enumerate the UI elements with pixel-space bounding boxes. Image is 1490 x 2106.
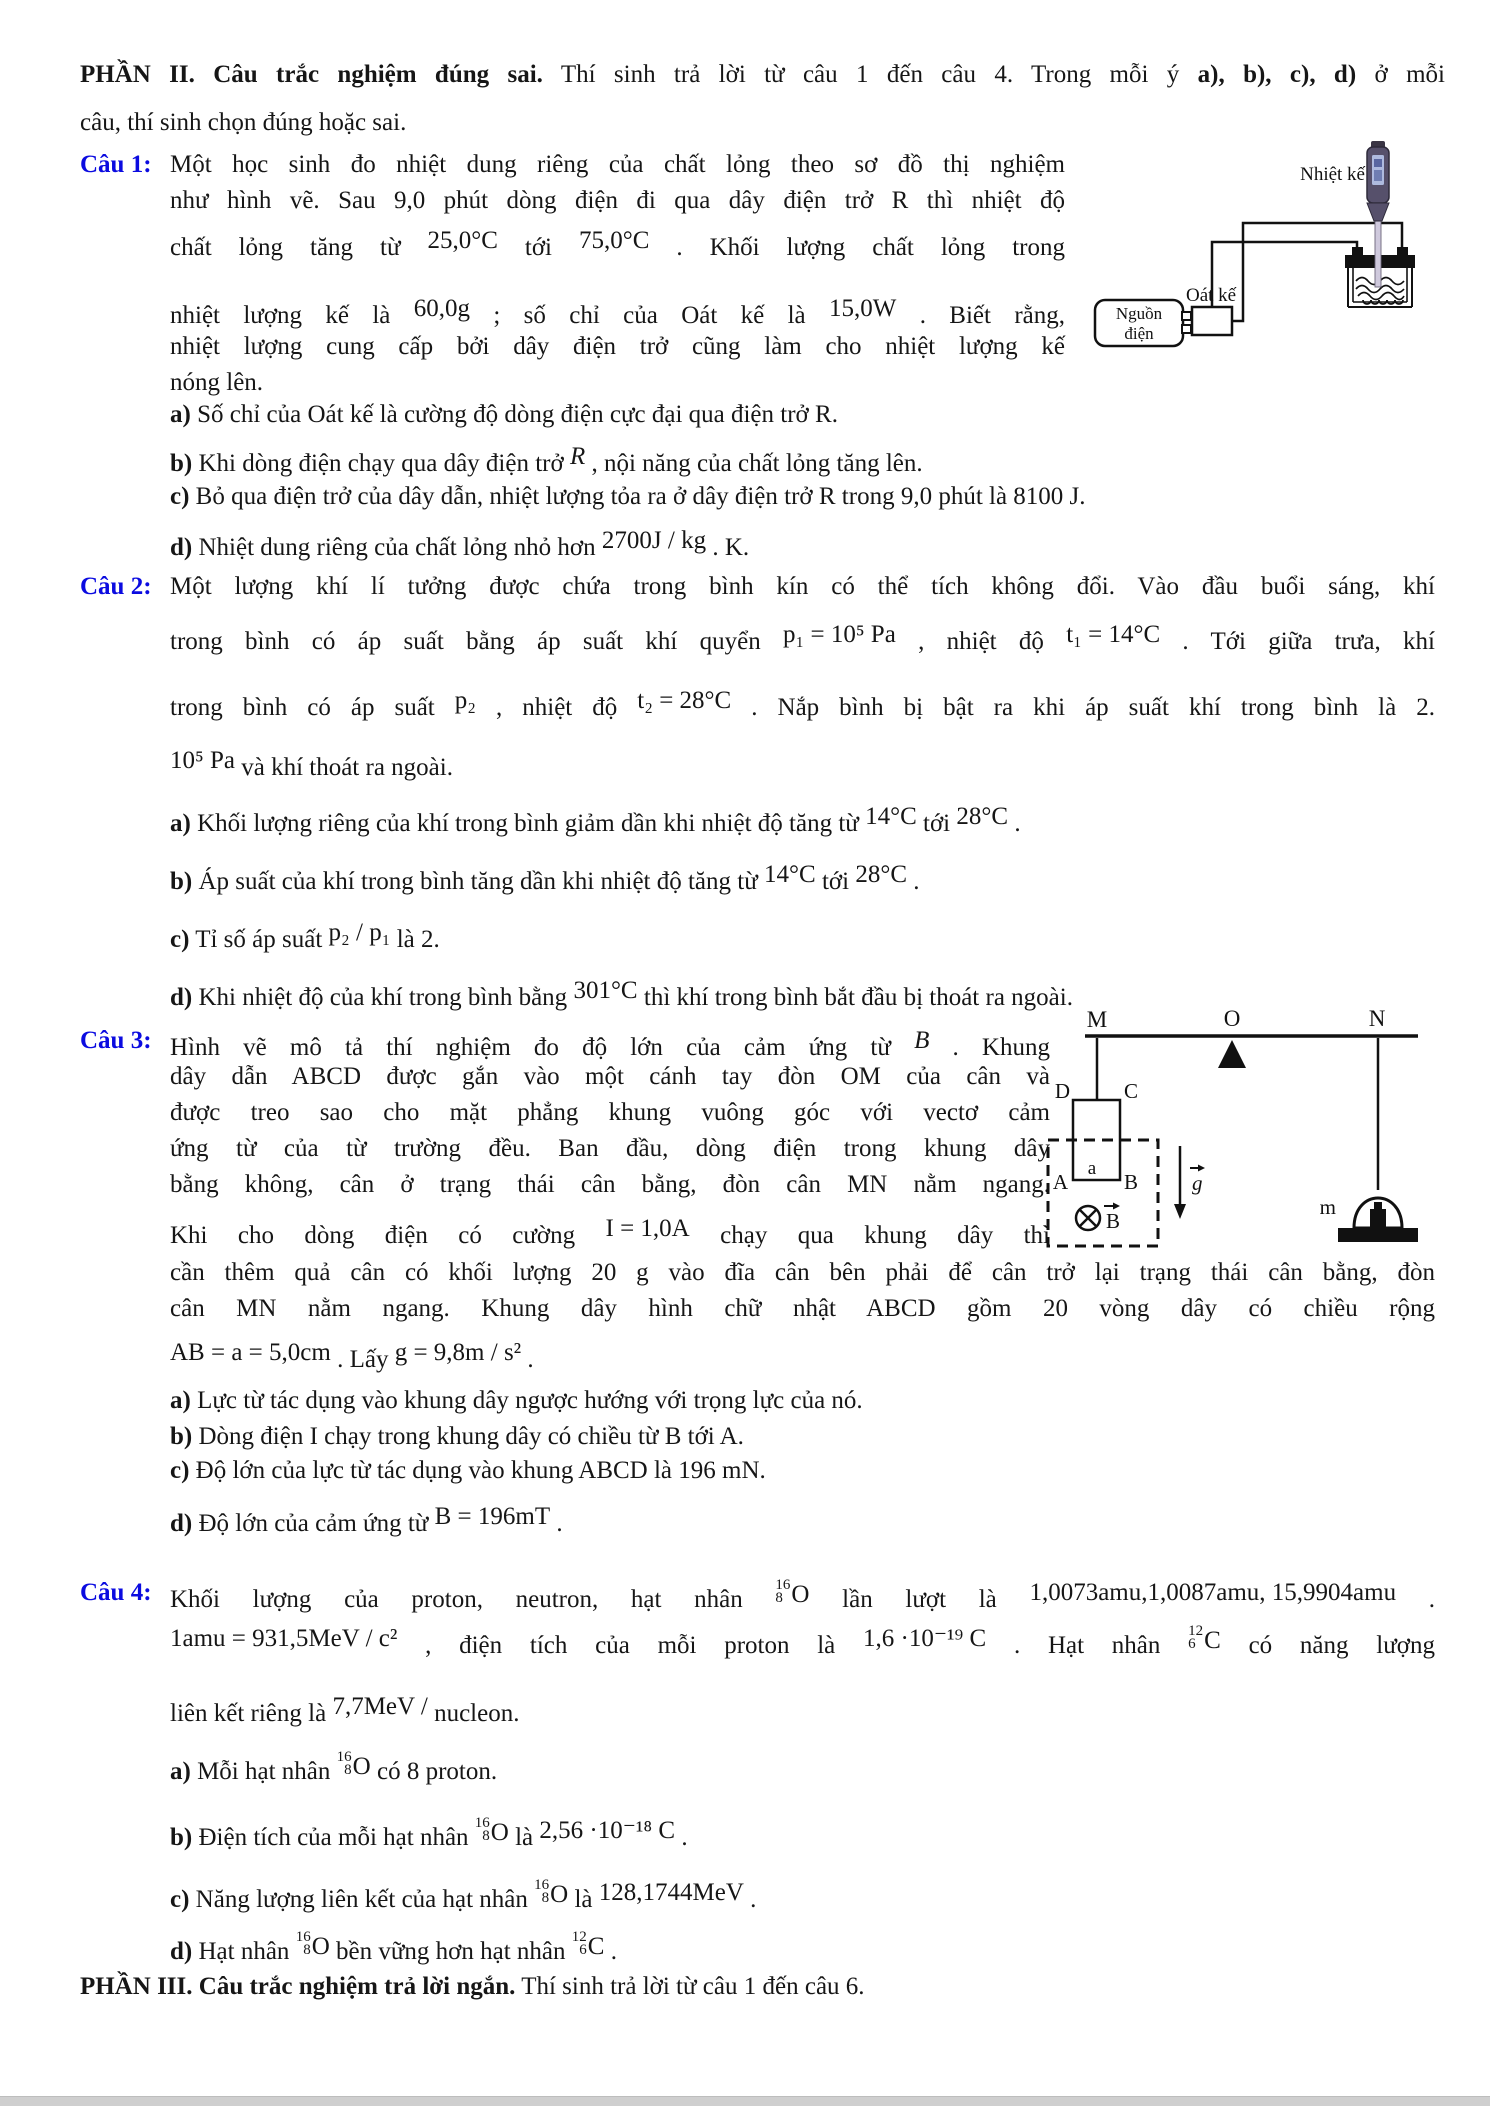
formula: 2,56 ·10⁻¹⁸ C bbox=[539, 1817, 676, 1844]
text-segment: nhiệt lượng kế là bbox=[170, 302, 414, 329]
q4-line-1 bbox=[170, 1576, 1435, 1617]
bold-segment: a) bbox=[170, 1758, 191, 1785]
formula: 128,1744MeV bbox=[598, 1879, 744, 1906]
q1-line-2 bbox=[170, 184, 1065, 218]
text-segment: Hình vẽ mô tả thí nghiệm đo độ lớn của cảm ứng từ bbox=[170, 1034, 915, 1061]
page-bottom-edge bbox=[0, 2096, 1490, 2106]
q4-item-d bbox=[170, 1930, 617, 1969]
text-segment: thì khí trong bình bắt đầu bị thoát ra ngoài. bbox=[637, 984, 1073, 1011]
text-segment: Năng lượng liên kết của hạt nhân bbox=[189, 1886, 535, 1913]
formula: B = 196mT bbox=[434, 1503, 551, 1530]
text-segment: tới bbox=[497, 234, 579, 261]
figure-calorimetry bbox=[1075, 95, 1490, 355]
bold-segment: a) bbox=[170, 401, 191, 428]
frame-label-a: A bbox=[1052, 1170, 1068, 1194]
nuclide-scripts bbox=[775, 1579, 790, 1605]
q4-line-3 bbox=[170, 1690, 519, 1731]
text-segment: là bbox=[508, 1824, 540, 1851]
q2-item-b bbox=[170, 858, 920, 899]
nuclide-mass-number: 16 bbox=[534, 1877, 550, 1893]
text-segment: . Khung bbox=[929, 1034, 1050, 1061]
nuclide-O16 bbox=[337, 1750, 371, 1784]
q2-item-a bbox=[170, 800, 1021, 841]
part3-header bbox=[80, 1970, 865, 2004]
text-segment: như hình vẽ. Sau 9,0 phút dòng điện đi qua dây điện trở R thì nhiệt độ bbox=[170, 187, 1065, 214]
nuclide-symbol: O bbox=[352, 1753, 371, 1780]
frame-label-d: D bbox=[1054, 1079, 1070, 1103]
thermometer-probe bbox=[1375, 221, 1381, 287]
text-segment: , nội năng của chất lỏng tăng lên. bbox=[585, 450, 923, 477]
q4-item-b bbox=[170, 1814, 688, 1855]
bold-segment: a) bbox=[170, 810, 191, 837]
nuclide-mass-number: 16 bbox=[295, 1929, 311, 1945]
liquid-wave-3 bbox=[1358, 293, 1404, 300]
text-segment: , nhiệt độ bbox=[475, 694, 638, 721]
text-segment: liên kết riêng là bbox=[170, 1700, 333, 1727]
nuclide-symbol: O bbox=[490, 1819, 509, 1846]
formula: 15,0W bbox=[828, 295, 897, 322]
text-segment: . bbox=[1396, 1586, 1436, 1613]
text-segment: tới bbox=[815, 868, 856, 895]
nuclide-O16 bbox=[775, 1578, 809, 1612]
q4-line-2 bbox=[170, 1622, 1435, 1663]
text-segment: Nhiệt dung riêng của chất lỏng nhỏ hơn bbox=[192, 534, 602, 561]
nuclide-O16 bbox=[296, 1930, 330, 1964]
question-1-label: Câu 1: bbox=[80, 151, 152, 178]
nuclide-C12 bbox=[1188, 1624, 1221, 1658]
bold-segment: b) bbox=[170, 1824, 193, 1851]
text-segment: Khi cho dòng điện có cường bbox=[170, 1222, 606, 1249]
nuclide-scripts bbox=[337, 1751, 352, 1777]
q3-item-c bbox=[170, 1454, 766, 1488]
part3-header-bold: PHẦN III. Câu trắc nghiệm trả lời ngắn. bbox=[80, 1973, 516, 2000]
source-terminal-bottom bbox=[1182, 325, 1191, 333]
part2-header-abcd: a), b), c), d) bbox=[1197, 61, 1357, 88]
text-segment: Số chỉ của Oát kế là cường độ dòng điện cực đại qua điện trở R. bbox=[190, 401, 838, 428]
text-segment: Khi dòng điện chạy qua dây điện trở bbox=[192, 450, 570, 477]
text-segment: . bbox=[550, 1510, 563, 1537]
text-segment: chạy qua khung dây thì bbox=[689, 1222, 1050, 1249]
q2-line-4 bbox=[170, 744, 453, 785]
text-segment: Độ lớn của lực từ tác dụng vào khung ABCD là 196 mN. bbox=[189, 1457, 766, 1484]
part2-header-line1 bbox=[80, 58, 1445, 92]
q2-item-d bbox=[170, 974, 1073, 1015]
bold-segment: b) bbox=[170, 1423, 193, 1450]
formula: p₁ = 10⁵ Pa bbox=[783, 621, 896, 648]
formula: 10⁵ Pa bbox=[170, 747, 235, 774]
nuclide-C12 bbox=[572, 1930, 605, 1964]
formula: g = 9,8m / s² bbox=[394, 1339, 522, 1366]
text-segment: là 2. bbox=[390, 926, 440, 953]
beam-label-o: O bbox=[1223, 1006, 1241, 1031]
q4-item-a bbox=[170, 1750, 497, 1789]
text-segment: . Khối lượng chất lỏng trong bbox=[649, 234, 1066, 261]
formula: t₂ = 28°C bbox=[637, 687, 732, 714]
text-segment: được treo sao cho mặt phẳng khung vuông góc với vectơ cảm bbox=[170, 1099, 1050, 1126]
q3-line-4 bbox=[170, 1132, 1050, 1166]
q3-line-7 bbox=[170, 1256, 1435, 1290]
gravity-arrow-head bbox=[1174, 1204, 1186, 1219]
q3-line-1 bbox=[170, 1024, 1050, 1065]
weight-base bbox=[1338, 1228, 1418, 1242]
text-segment: . K. bbox=[706, 534, 750, 561]
formula-variable: R bbox=[569, 443, 586, 470]
text-segment: trong bình có áp suất bằng áp suất khí quyển bbox=[170, 628, 784, 655]
mass-weight bbox=[1338, 1198, 1418, 1242]
q2-line-1 bbox=[170, 570, 1435, 604]
q3-line-6 bbox=[170, 1212, 1050, 1253]
nuclide-symbol: O bbox=[550, 1881, 569, 1908]
text-segment: Tỉ số áp suất bbox=[189, 926, 329, 953]
power-source-label-2: điện bbox=[1124, 324, 1154, 343]
text-segment: . bbox=[604, 1938, 617, 1965]
part3-header-rest: Thí sinh trả lời từ câu 1 đến câu 6. bbox=[515, 1973, 865, 2000]
text-segment: Khi nhiệt độ của khí trong bình bằng bbox=[192, 984, 574, 1011]
bold-segment: b) bbox=[170, 868, 193, 895]
text-segment: bền vững hơn hạt nhân bbox=[329, 1938, 572, 1965]
bold-segment: a) bbox=[170, 1387, 191, 1414]
beam-label-m: M bbox=[1086, 1007, 1108, 1032]
thermometer-label: Nhiệt kế bbox=[1300, 164, 1365, 185]
text-segment: dây dẫn ABCD được gắn vào một cánh tay đòn OM của cân và bbox=[170, 1063, 1050, 1090]
wattmeter-box bbox=[1192, 307, 1232, 335]
text-segment: có năng lượng bbox=[1220, 1632, 1435, 1659]
q1-line-5 bbox=[170, 330, 1065, 364]
q2-item-c bbox=[170, 916, 440, 957]
bold-segment: d) bbox=[170, 1938, 193, 1965]
weight-body bbox=[1370, 1209, 1386, 1229]
pivot-triangle bbox=[1218, 1040, 1246, 1068]
q2-line-3 bbox=[170, 684, 1435, 725]
text-segment: . Hạt nhân bbox=[986, 1632, 1189, 1659]
nuclide-symbol: C bbox=[1204, 1627, 1221, 1654]
nuclide-mass-number: 16 bbox=[474, 1815, 490, 1831]
nuclide-mass-number: 16 bbox=[336, 1749, 352, 1765]
frame-label-b: B bbox=[1124, 1170, 1139, 1194]
text-segment: có 8 proton. bbox=[370, 1758, 498, 1785]
formula: I = 1,0A bbox=[605, 1215, 690, 1242]
bold-segment: c) bbox=[170, 1886, 190, 1913]
q1-item-a bbox=[170, 398, 838, 432]
lid-post-left bbox=[1352, 247, 1363, 256]
lid-post-right bbox=[1397, 247, 1408, 256]
text-segment: lần lượt là bbox=[809, 1586, 1030, 1613]
bold-segment: c) bbox=[170, 926, 190, 953]
q3-line-5 bbox=[170, 1168, 1050, 1202]
nuclide-symbol: O bbox=[791, 1581, 810, 1608]
text-segment: , nhiệt độ bbox=[895, 628, 1067, 655]
formula: 28°C bbox=[855, 861, 908, 888]
nuclide-O16 bbox=[534, 1878, 568, 1912]
text-segment: ứng từ của từ trường đều. Ban đầu, dòng điện trong khung dây bbox=[170, 1135, 1050, 1162]
nuclide-symbol: C bbox=[587, 1933, 605, 1960]
formula: 14°C bbox=[764, 861, 816, 888]
text-segment: . Lấy bbox=[330, 1346, 395, 1373]
part2-header-rest: Thí sinh trả lời từ câu 1 đến câu 4. Trong mỗi ý bbox=[542, 61, 1198, 88]
weight-knob bbox=[1374, 1202, 1382, 1210]
bold-segment: d) bbox=[170, 534, 193, 561]
q3-item-a bbox=[170, 1384, 863, 1418]
figure-balance bbox=[1040, 1000, 1480, 1256]
q1-item-b bbox=[170, 440, 923, 481]
text-segment: và khí thoát ra ngoài. bbox=[234, 754, 453, 781]
text-segment: Khối lượng riêng của khí trong bình giảm dần khi nhiệt độ tăng từ bbox=[190, 810, 866, 837]
nuclide-atomic-number: 8 bbox=[541, 1890, 550, 1906]
beam-label-n: N bbox=[1368, 1006, 1386, 1031]
text-segment: . bbox=[521, 1346, 534, 1373]
q3-item-d bbox=[170, 1500, 563, 1541]
nuclide-scripts bbox=[534, 1879, 549, 1905]
nuclide-mass-number: 12 bbox=[1188, 1623, 1204, 1639]
nuclide-symbol: O bbox=[311, 1933, 330, 1960]
nuclide-scripts bbox=[572, 1931, 587, 1957]
text-segment: bằng không, cân ở trạng thái cân bằng, đòn cân MN nằm ngang. bbox=[170, 1171, 1050, 1198]
field-into-page-icon bbox=[1076, 1206, 1100, 1230]
text-segment: . bbox=[1008, 810, 1021, 837]
q3-item-b bbox=[170, 1420, 744, 1454]
formula: 1,0073amu,1,0087amu, 15,9904amu bbox=[1029, 1579, 1397, 1606]
formula-variable: B bbox=[914, 1027, 930, 1054]
formula: 7,7MeV / bbox=[332, 1693, 428, 1720]
q1-line-4 bbox=[170, 292, 1065, 333]
thermometer-display-glyph-1 bbox=[1374, 159, 1382, 167]
formula: 14°C bbox=[865, 803, 917, 830]
text-segment: nhiệt lượng cung cấp bởi dây điện trở cũng làm cho nhiệt lượng kế bbox=[170, 333, 1065, 360]
text-segment: Khối lượng của proton, neutron, hạt nhân bbox=[170, 1586, 776, 1613]
text-segment: . bbox=[743, 1886, 757, 1913]
text-segment: . Nắp bình bị bật ra khi áp suất khí trong bình là 2. bbox=[731, 694, 1435, 721]
text-segment: . Biết rằng, bbox=[896, 302, 1065, 329]
nuclide-atomic-number: 8 bbox=[482, 1828, 490, 1844]
frame-side-a: a bbox=[1087, 1158, 1097, 1179]
nuclide-O16 bbox=[475, 1816, 509, 1850]
source-terminal-top bbox=[1182, 312, 1191, 320]
thermometer-taper bbox=[1367, 203, 1389, 221]
formula: AB = a = 5,0cm bbox=[170, 1339, 331, 1366]
wattmeter-label: Oát kế bbox=[1186, 285, 1237, 306]
formula: 28°C bbox=[956, 803, 1009, 830]
text-segment: Áp suất của khí trong bình tăng dần khi nhiệt độ tăng từ bbox=[192, 868, 765, 895]
thermometer-display-glyph-2 bbox=[1374, 170, 1382, 181]
text-segment: Hạt nhân bbox=[192, 1938, 296, 1965]
q1-line-6 bbox=[170, 366, 263, 400]
text-segment: nóng lên. bbox=[170, 369, 264, 396]
nuclide-atomic-number: 8 bbox=[344, 1762, 352, 1778]
text-segment: , điện tích của mỗi proton là bbox=[397, 1632, 864, 1659]
part2-header-tail: ở mỗi bbox=[1356, 61, 1445, 88]
bold-segment: b) bbox=[170, 450, 193, 477]
nuclide-atomic-number: 8 bbox=[303, 1942, 311, 1958]
text-segment: Mỗi hạt nhân bbox=[190, 1758, 337, 1785]
formula: 60,0g bbox=[413, 295, 471, 322]
text-segment: . bbox=[675, 1824, 688, 1851]
nuclide-atomic-number: 8 bbox=[775, 1590, 783, 1606]
q1-line-3 bbox=[170, 224, 1065, 265]
text-segment: trong bình có áp suất bbox=[170, 694, 455, 721]
formula: 1amu = 931,5MeV / c² bbox=[170, 1625, 398, 1652]
text-segment: Một học sinh đo nhiệt dung riêng của chất lỏng theo sơ đồ thị nghiệm bbox=[170, 151, 1065, 178]
text-segment: chất lỏng tăng từ bbox=[170, 234, 428, 261]
bold-segment: c) bbox=[170, 1457, 190, 1484]
text-segment: Dòng điện I chạy trong khung dây có chiều từ B tới A. bbox=[192, 1423, 744, 1450]
nuclide-scripts bbox=[1188, 1625, 1203, 1651]
figure-calorimetry-svg bbox=[1075, 95, 1490, 355]
nuclide-atomic-number: 6 bbox=[579, 1942, 587, 1958]
text-segment: . bbox=[907, 868, 920, 895]
nuclide-scripts bbox=[296, 1931, 311, 1957]
nuclide-atomic-number: 6 bbox=[1188, 1636, 1196, 1652]
q1-item-d bbox=[170, 524, 749, 565]
nuclide-mass-number: 16 bbox=[775, 1577, 791, 1593]
text-segment: là bbox=[568, 1886, 599, 1913]
q2-line-2 bbox=[170, 618, 1435, 659]
q3-line-8 bbox=[170, 1292, 1435, 1326]
text-segment: . Tới giữa trưa, khí bbox=[1160, 628, 1435, 655]
question-4-label: Câu 4: bbox=[80, 1579, 152, 1606]
formula: 2700J / kg bbox=[601, 527, 707, 554]
text-segment: Độ lớn của cảm ứng từ bbox=[192, 1510, 435, 1537]
text-segment: nucleon. bbox=[427, 1700, 520, 1727]
bold-segment: d) bbox=[170, 1510, 193, 1537]
text-segment: cân MN nằm ngang. Khung dây hình chữ nhật ABCD gồm 20 vòng dây có chiều rộng bbox=[170, 1295, 1435, 1322]
q3-line-3 bbox=[170, 1096, 1050, 1130]
formula: 301°C bbox=[573, 977, 638, 1004]
power-source-label-1: Nguồn bbox=[1115, 304, 1163, 323]
nuclide-scripts bbox=[475, 1817, 490, 1843]
nuclide-mass-number: 12 bbox=[571, 1929, 587, 1945]
part2-header-bold: PHẦN II. Câu trắc nghiệm đúng sai. bbox=[80, 61, 543, 88]
q3-line-9 bbox=[170, 1336, 534, 1377]
text-segment: ; số chỉ của Oát kế là bbox=[470, 302, 829, 329]
text-segment: tới bbox=[916, 810, 957, 837]
text-segment: Bỏ qua điện trở của dây dẫn, nhiệt lượng tỏa ra ở dây điện trở R trong 9,0 phút là 8100 J. bbox=[189, 483, 1086, 510]
text-segment: cần thêm quả cân có khối lượng 20 g vào đĩa cân bên phải để cân trở lại trạng thái cân bằng, đòn bbox=[170, 1259, 1435, 1286]
text-segment: Lực từ tác dụng vào khung dây ngược hướng với trọng lực của nó. bbox=[190, 1387, 863, 1414]
part2-header-line2: câu, thí sinh chọn đúng hoặc sai. bbox=[80, 109, 407, 136]
text-segment: Điện tích của mỗi hạt nhân bbox=[192, 1824, 475, 1851]
mass-m-label: m bbox=[1319, 1195, 1336, 1219]
field-b-label: B bbox=[1106, 1209, 1121, 1233]
q1-line-1 bbox=[170, 148, 1065, 182]
formula: 75,0°C bbox=[578, 227, 650, 254]
formula: 1,6 ·10⁻¹⁹ C bbox=[863, 1625, 987, 1652]
formula: p₂ / p₁ bbox=[328, 919, 391, 946]
frame-label-c: C bbox=[1124, 1079, 1139, 1103]
gravity-g-label: g bbox=[1192, 1171, 1203, 1195]
question-2-label: Câu 2: bbox=[80, 573, 152, 600]
q3-line-2 bbox=[170, 1060, 1050, 1094]
formula: 25,0°C bbox=[427, 227, 498, 254]
q1-item-c bbox=[170, 480, 1086, 514]
q4-item-c bbox=[170, 1876, 756, 1917]
bold-segment: c) bbox=[170, 483, 190, 510]
formula: t₁ = 14°C bbox=[1066, 621, 1161, 648]
text-segment: Một lượng khí lí tưởng được chứa trong bình kín có thể tích không đổi. Vào đầu buổi sáng, khí bbox=[170, 573, 1435, 600]
bold-segment: d) bbox=[170, 984, 193, 1011]
figure-balance-svg bbox=[1040, 1000, 1480, 1256]
question-3-label: Câu 3: bbox=[80, 1027, 152, 1054]
formula: p₂ bbox=[454, 687, 476, 714]
